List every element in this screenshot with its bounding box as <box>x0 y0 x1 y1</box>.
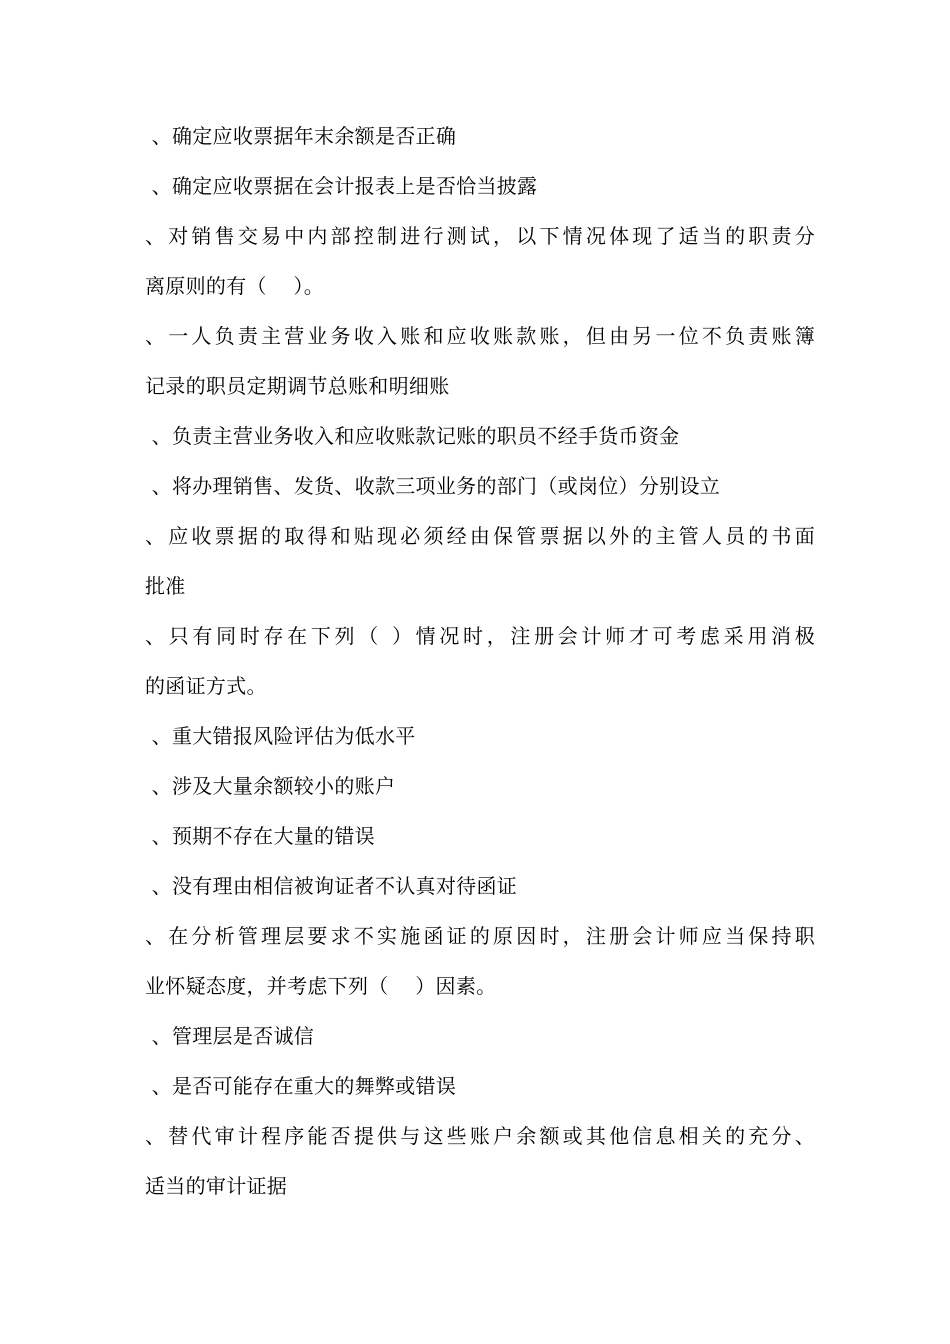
option-line: 、没有理由相信被询证者不认真对待函证 <box>145 874 518 898</box>
option-line: 、管理层是否诚信 <box>145 1024 315 1048</box>
option-line: 、将办理销售、发货、收款三项业务的部门（或岗位）分别设立 <box>145 474 721 498</box>
question-line: 、在分析管理层要求不实施函证的原因时，注册会计师应当保持职 <box>145 924 815 948</box>
option-line: 、重大错报风险评估为低水平 <box>145 724 416 748</box>
option-line: 、涉及大量余额较小的账户 <box>145 774 396 798</box>
question-line: 的函证方式。 <box>145 674 267 698</box>
question-line: 、只有同时存在下列（ ）情况时，注册会计师才可考虑采用消极 <box>145 624 815 648</box>
option-line: 、是否可能存在重大的舞弊或错误 <box>145 1074 457 1098</box>
question-line: 、对销售交易中内部控制进行测试，以下情况体现了适当的职责分 <box>145 224 815 248</box>
option-line: 适当的审计证据 <box>145 1174 288 1198</box>
option-line: 、预期不存在大量的错误 <box>145 824 375 848</box>
document-body <box>145 111 815 1211</box>
option-line: 、一人负责主营业务收入账和应收账款账，但由另一位不负责账簿 <box>145 324 815 348</box>
option-line: 记录的职员定期调节总账和明细账 <box>145 374 450 398</box>
option-line: 、负责主营业务收入和应收账款记账的职员不经手货币资金 <box>145 424 680 448</box>
option-line: 、应收票据的取得和贴现必须经由保管票据以外的主管人员的书面 <box>145 524 815 548</box>
option-line: 、替代审计程序能否提供与这些账户余额或其他信息相关的充分、 <box>145 1124 815 1148</box>
option-line: 、确定应收票据在会计报表上是否恰当披露 <box>145 174 538 198</box>
question-line: 业怀疑态度，并考虑下列（ ）因素。 <box>145 974 497 998</box>
option-line: 批准 <box>145 574 186 598</box>
option-line: 、确定应收票据年末余额是否正确 <box>145 124 457 148</box>
question-line: 离原则的有（ ）。 <box>145 274 325 298</box>
